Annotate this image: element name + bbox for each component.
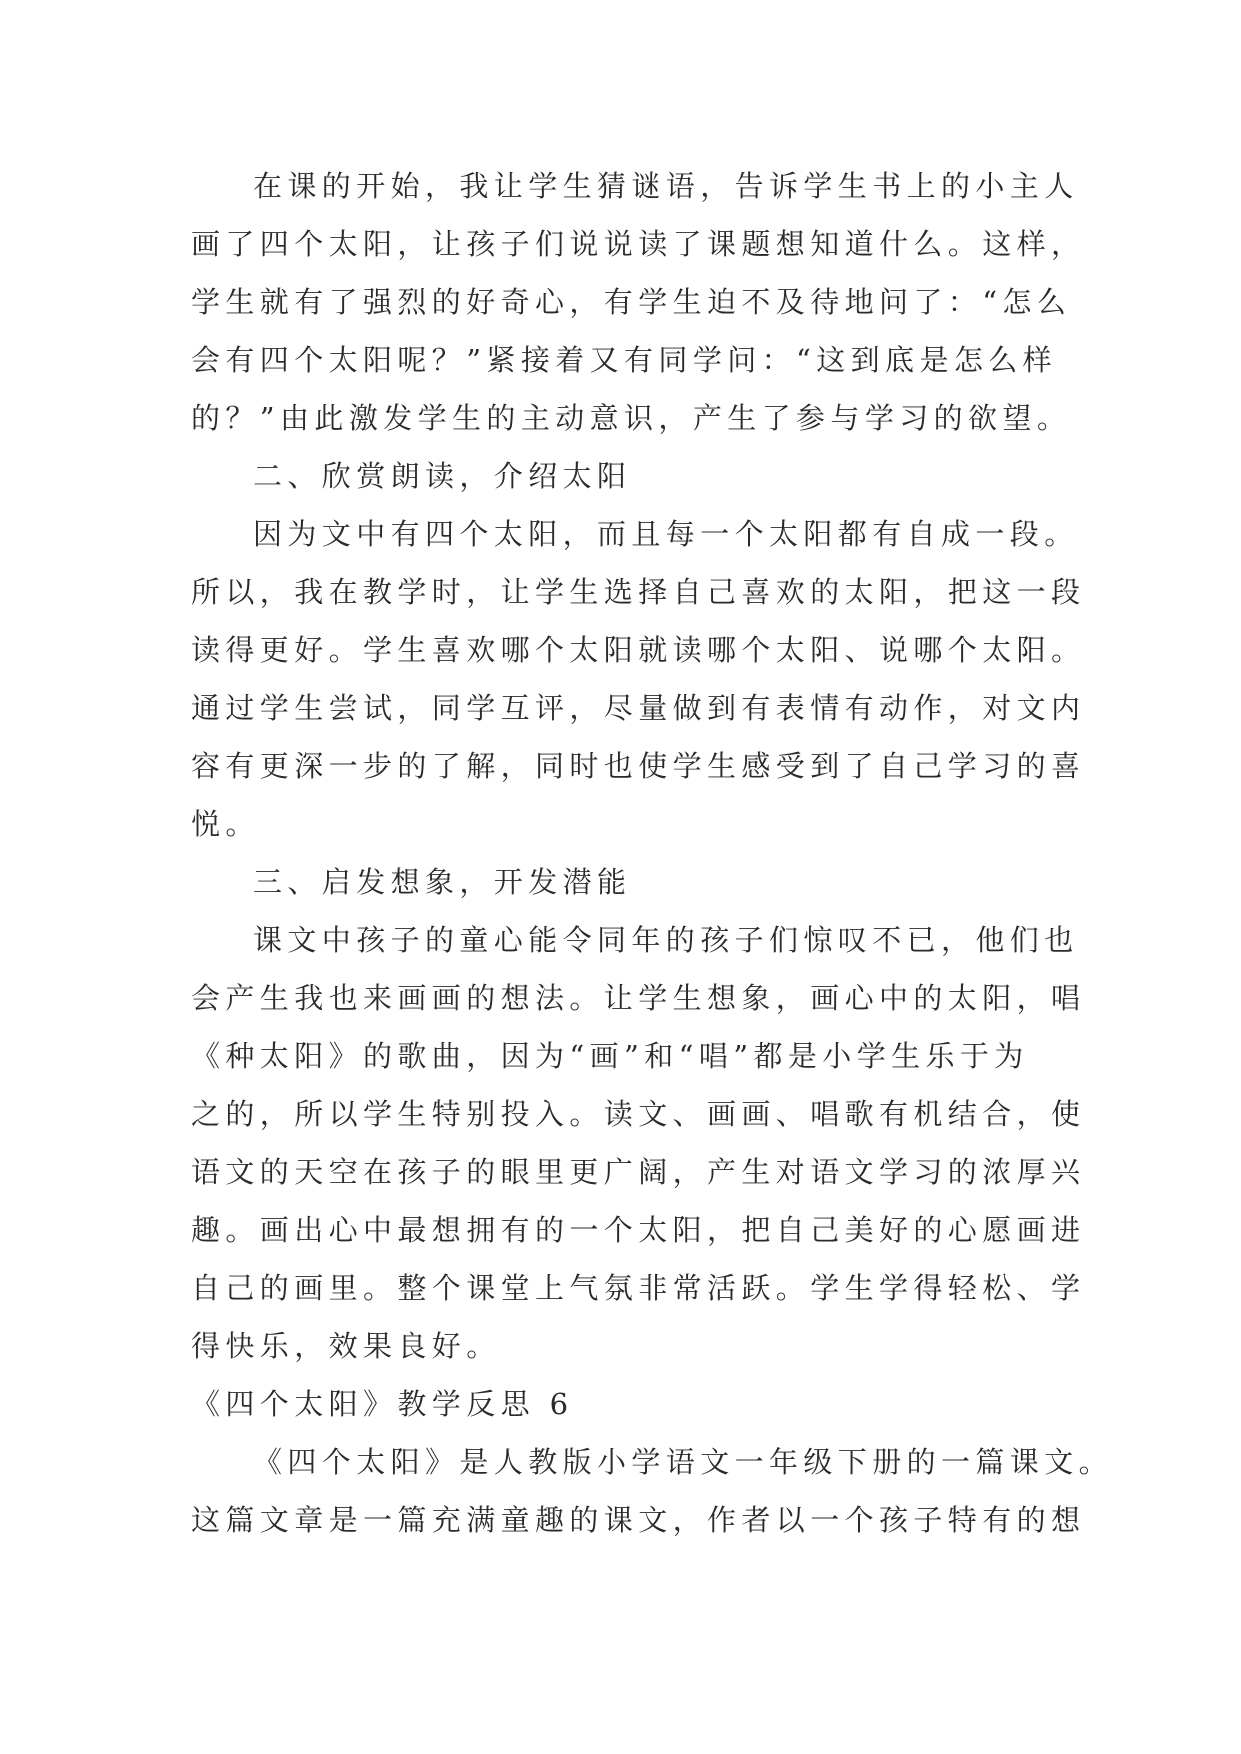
paragraph-line: 读得更好。学生喜欢哪个太阳就读哪个太阳、说哪个太阳。 — [191, 633, 1086, 667]
paragraph-line: 会有四个太阳呢？”紧接着又有同学问：“这到底是怎么样 — [191, 343, 1058, 377]
paragraph-line: 通过学生尝试，同学互评，尽量做到有表情有动作，对文内 — [191, 691, 1086, 725]
paragraph-line: 会产生我也来画画的想法。让学生想象，画心中的太阳，唱 — [191, 981, 1086, 1015]
section-heading: 二、欣赏朗读，介绍太阳 — [253, 459, 632, 493]
paragraph-line: 自己的画里。整个课堂上气氛非常活跃。学生学得轻松、学 — [191, 1271, 1086, 1305]
article-title: 《四个太阳》教学反思 6 — [191, 1387, 574, 1421]
paragraph-line: 容有更深一步的了解，同时也使学生感受到了自己学习的喜 — [191, 749, 1086, 783]
paragraph-line: 《种太阳》的歌曲，因为“画”和“唱”都是小学生乐于为 — [191, 1039, 1029, 1073]
paragraph-line: 这篇文章是一篇充满童趣的课文，作者以一个孩子特有的想 — [191, 1503, 1086, 1537]
paragraph-line: 所以，我在教学时，让学生选择自己喜欢的太阳，把这一段 — [191, 575, 1086, 609]
paragraph-line: 《四个太阳》是人教版小学语文一年级下册的一篇课文。 — [253, 1445, 1114, 1479]
paragraph-line: 画了四个太阳，让孩子们说说读了课题想知道什么。这样， — [191, 227, 1086, 261]
paragraph-line: 学生就有了强烈的好奇心，有学生迫不及待地问了：“怎么 — [191, 285, 1072, 319]
paragraph-line: 悦。 — [191, 807, 260, 841]
paragraph-line: 因为文中有四个太阳，而且每一个太阳都有自成一段。 — [253, 517, 1079, 551]
paragraph-line: 语文的天空在孩子的眼里更广阔，产生对语文学习的浓厚兴 — [191, 1155, 1086, 1189]
paragraph-line: 之的，所以学生特别投入。读文、画画、唱歌有机结合，使 — [191, 1097, 1086, 1131]
paragraph-line: 在课的开始，我让学生猜谜语，告诉学生书上的小主人 — [253, 169, 1079, 203]
paragraph-line: 课文中孩子的童心能令同年的孩子们惊叹不已，他们也 — [253, 923, 1079, 957]
paragraph-line: 趣。画出心中最想拥有的一个太阳，把自己美好的心愿画进 — [191, 1213, 1086, 1247]
paragraph-line: 的？”由此激发学生的主动意识，产生了参与学习的欲望。 — [191, 401, 1072, 435]
section-heading: 三、启发想象，开发潜能 — [253, 865, 632, 899]
paragraph-line: 得快乐，效果良好。 — [191, 1329, 501, 1363]
